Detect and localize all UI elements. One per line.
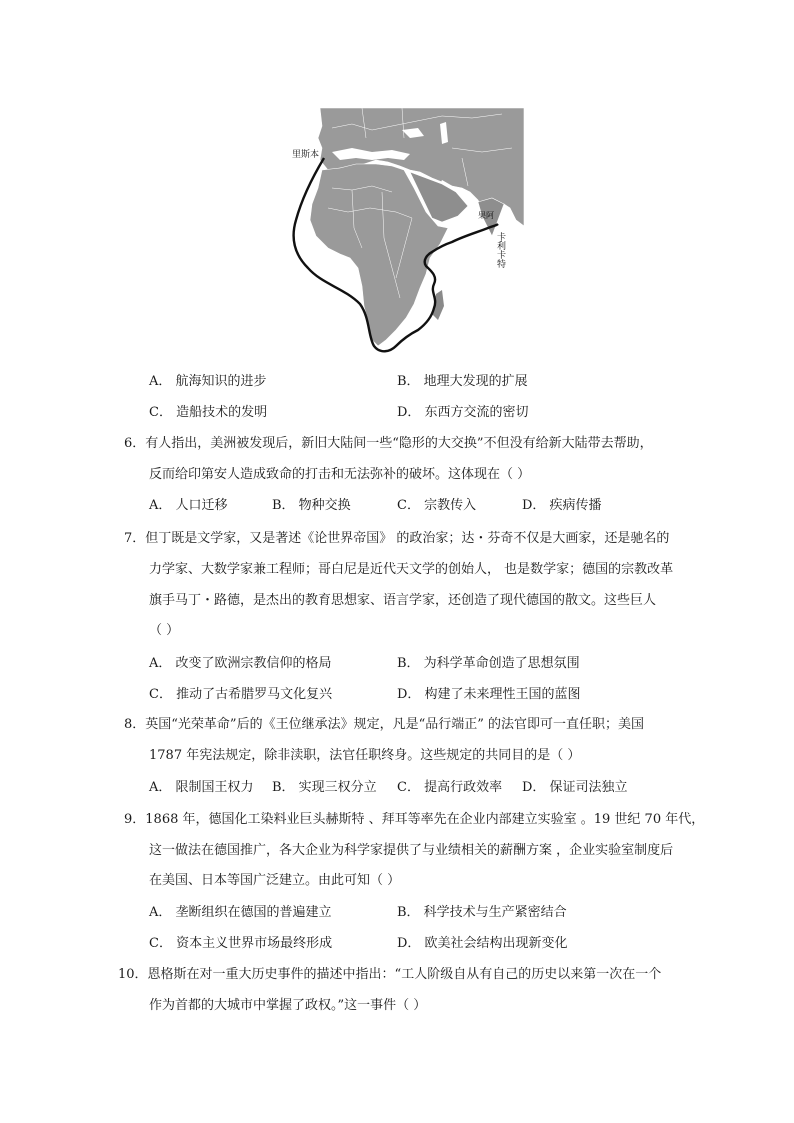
q9-option-c[interactable]: C． 资本主义世界市场最终形成 — [149, 936, 333, 951]
q7-stem-line-1: 7．但丁既是文学家，又是著述《论世界帝国》 的政治家；达・芬奇不仅是大画家，还是驰名的 — [124, 531, 670, 546]
q9-option-a[interactable]: A． 垄断组织在德国的普遍建立 — [149, 905, 332, 920]
q8-option-d[interactable]: D． 保证司法独立 — [522, 780, 628, 795]
q7-stem-line-4: （ ） — [149, 623, 180, 638]
q7-stem-line-3: 旗手马丁・路德，是杰出的教育思想家、语言学家，还创造了现代德国的散文。这些巨人 — [149, 593, 657, 608]
q9-option-b[interactable]: B． 科学技术与生产紧密结合 — [397, 905, 567, 920]
q9-option-d[interactable]: D． 欧美社会结构出现新变化 — [397, 936, 568, 951]
map-label-goa: 果阿 — [478, 211, 494, 220]
q5-option-d[interactable]: D． 东西方交流的密切 — [397, 405, 529, 420]
q7-option-d[interactable]: D． 构建了未来理性王国的蓝图 — [397, 687, 581, 702]
q10-stem-line-1: 10．恩格斯在对一重大历史事件的描述中指出：“工人阶级自从有自己的历史以来第一次在一个 — [118, 967, 662, 982]
q6-option-c[interactable]: C． 宗教传入 — [397, 498, 477, 513]
q5-option-c[interactable]: C． 造船技术的发明 — [149, 405, 268, 420]
q7-option-b[interactable]: B． 为科学革命创造了思想氛围 — [397, 656, 580, 671]
q8-option-a[interactable]: A． 限制国王权力 — [149, 780, 254, 795]
q8-stem-line-2: 1787 年宪法规定，除非渎职，法官任职终身。这些规定的共同目的是（ ） — [149, 748, 581, 763]
q6-stem-line-1: 6．有人指出，美洲被发现后，新旧大陆间一些“隐形的大交换”不但没有给新大陆带去帮助， — [124, 436, 653, 451]
q6-option-a[interactable]: A． 人口迁移 — [149, 498, 228, 513]
map-label-lisbon: 里斯本 — [292, 150, 320, 160]
q9-stem-line-2: 这一做法在德国推广，各大企业为科学家提供了与业绩相关的薪酬方案 ，企业实验室制度后 — [149, 843, 674, 858]
q6-option-b[interactable]: B． 物种交换 — [272, 498, 351, 513]
q7-option-a[interactable]: A． 改变了欧洲宗教信仰的格局 — [149, 656, 332, 671]
q10-stem-line-2: 作为首都的大城市中掌握了政权。”这一事件（ ） — [149, 998, 427, 1013]
map-label-calicut: 卡利卡特 — [495, 232, 505, 268]
q6-stem-line-2: 反而给印第安人造成致命的打击和无法弥补的破坏。这体现在（ ） — [149, 467, 531, 482]
q5-option-b[interactable]: B． 地理大发现的扩展 — [397, 374, 528, 389]
q5-option-a[interactable]: A． 航海知识的进步 — [149, 374, 267, 389]
q7-option-c[interactable]: C． 推动了古希腊罗马文化复兴 — [149, 687, 333, 702]
q8-stem-line-1: 8．英国“光荣革命”后的《王位继承法》规定，凡是“品行端正” 的法官即可一直任职；美国 — [124, 717, 644, 732]
q7-stem-line-2: 力学家、大数学家兼工程师；哥白尼是近代天文学的创始人， 也是数学家；德国的宗教改革 — [149, 562, 674, 577]
q9-stem-line-1: 9．1868 年，德国化工染料业巨头赫斯特 、拜耳等率先在企业内部建立实验室 。19 世纪 70 年代， — [124, 812, 705, 827]
q9-stem-line-3: 在美国、日本等国广泛建立。由此可知（ ） — [149, 873, 401, 888]
q6-option-d[interactable]: D． 疾病传播 — [522, 498, 602, 513]
voyage-route-map — [292, 108, 524, 356]
q8-option-c[interactable]: C． 提高行政效率 — [397, 780, 503, 795]
q8-option-b[interactable]: B． 实现三权分立 — [272, 780, 377, 795]
